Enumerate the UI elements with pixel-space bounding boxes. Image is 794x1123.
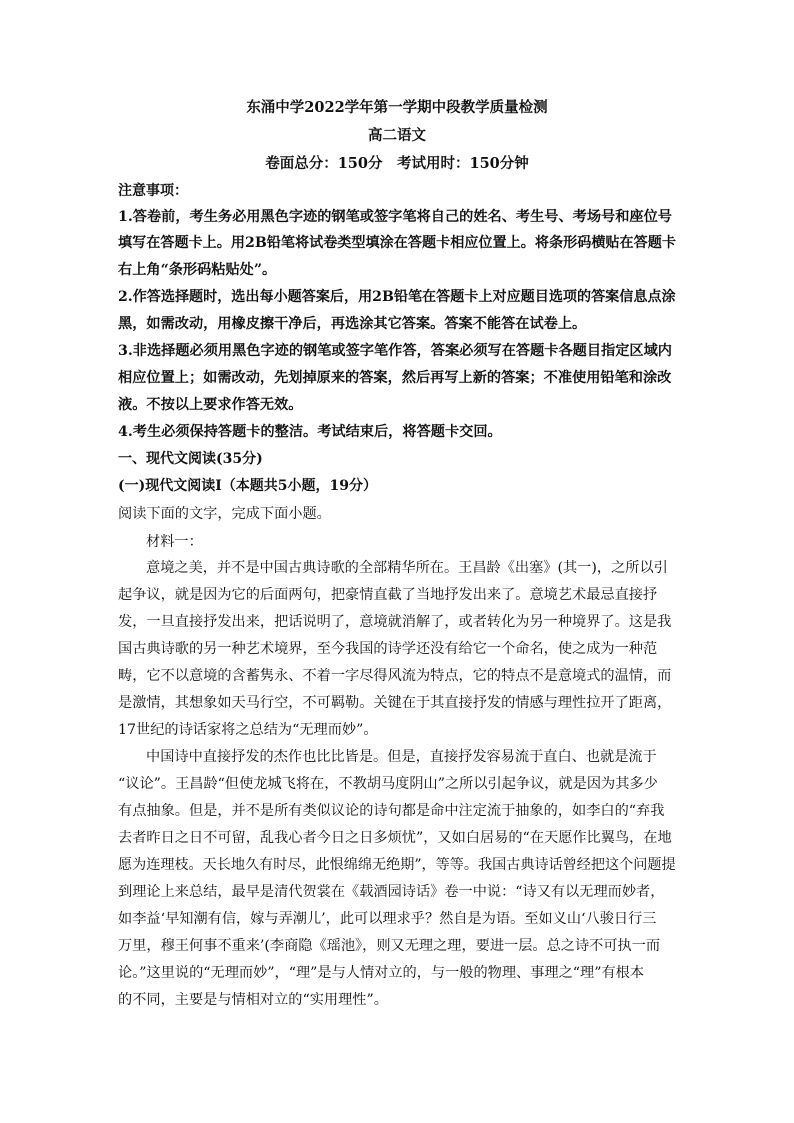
notice-line: 黑，如需改动，用橡皮擦干净后，再选涂其它答案。答案不能答在试卷上。 — [118, 316, 587, 332]
passage-line: 去者昨日之日不可留，乱我心者今日之日多烦忧”，又如白居易的“在天愿作比翼鸟，在地 — [118, 830, 672, 846]
passage-line: 中国诗中直接抒发的杰作也比比皆是。但是，直接抒发容易流于直白、也就是流于 — [146, 749, 657, 765]
notice-line: 4.考生必须保持答题卡的整洁。考试结束后，将答题卡交回。 — [118, 424, 502, 440]
subject-title: 高二语文 — [368, 127, 426, 144]
notice-line: 相应位置上；如需改动，先划掉原来的答案，然后再写上新的答案；不准使用铅笔和涂改 — [118, 370, 672, 386]
section-subtitle: (一)现代文阅读Ⅰ（本题共5小题，19分） — [118, 478, 378, 494]
passage-line: 国古典诗歌的另一种艺术境界，至今我国的诗学还没有给它一个命名，使之成为一种范 — [118, 641, 658, 657]
passage-line: 17世纪的诗话家将之总结为“无理而妙”。 — [118, 722, 378, 738]
notice-line: 1.答卷前，考生务必用黑色字迹的钢笔或签字笔将自己的姓名、考生号、考场号和座位号 — [118, 209, 672, 225]
passage-line: 的不同，主要是与情相对立的“实用理性”。 — [118, 992, 388, 1008]
notice-line: 3.非选择题必须用黑色字迹的钢笔或签字笔作答，答案必须写在答题卡各题目指定区域内 — [118, 343, 672, 359]
passage-line: 起争议，就是因为它的后面两句，把豪情直截了当地抒发出来了。意境艺术最忌直接抒 — [118, 587, 658, 603]
passage-line: 到理论上来总结，最早是清代贺裳在《载酒园诗话》卷一中说：“诗又有以无理而妙者， — [118, 884, 665, 900]
passage-line: 万里，穆王何事不重来’(李商隐《瑶池》，则又无理之理，要进一层。总之诗不可执一而 — [118, 938, 661, 954]
passage-line: 畴，它不以意境的含蓄隽永、不着一字尽得风流为特点，它的特点不是意境式的温情，而 — [118, 668, 672, 684]
passage-line: 有点抽象。但是，并不是所有类似议论的诗句都是命中注定流于抽象的，如李白的“弃我 — [118, 803, 665, 819]
exam-title: 东涌中学2022学年第一学期中段教学质量检测 — [246, 99, 548, 116]
notice-line: 填写在答题卡上。用2B铅笔将试卷类型填涂在答题卡相应位置上。将条形码横贴在答题卡 — [118, 235, 676, 251]
instruction-text: 阅读下面的文字，完成下面小题。 — [118, 506, 331, 522]
notice-line: 液。不按以上要求作答无效。 — [118, 397, 303, 413]
notice-heading: 注意事项： — [118, 183, 188, 199]
passage-line: “议论”。王昌龄“但使龙城飞将在，不教胡马度阴山”之所以引起争议，就是因为其多少 — [118, 776, 658, 792]
score-time-line: 卷面总分：150分 考试用时：150分钟 — [265, 155, 529, 172]
passage-line: 愿为连理枝。天长地久有时尽，此恨绵绵无绝期”，等等。我国古典诗话曾经把这个问题提 — [118, 857, 676, 873]
passage-line: 是激情，其想象如天马行空，不可羁勒。关键在于其直接抒发的情感与理性拉开了距离， — [118, 695, 672, 711]
passage-line: 意境之美，并不是中国古典诗歌的全部精华所在。王昌龄《出塞》(其一)，之所以引 — [146, 560, 668, 576]
section-title: 一、现代文阅读(35分) — [118, 451, 263, 467]
material-label: 材料一： — [146, 534, 203, 550]
passage-line: 发，一旦直接抒发出来，把话说明了，意境就消解了，或者转化为另一种境界了。这是我 — [118, 614, 672, 630]
notice-line: 右上角“条形码粘贴处”。 — [118, 262, 277, 278]
passage-line: 如李益‘早知潮有信，嫁与弄潮儿’，此可以理求乎？然自是为语。至如义山‘八骏日行三 — [118, 911, 657, 927]
passage-line: 论。”这里说的“无理而妙”，“理”是与人情对立的，与一般的物理、事理之“理”有根本 — [118, 965, 645, 981]
notice-line: 2.作答选择题时，选出每小题答案后，用2B铅笔在答题卡上对应题目选项的答案信息点涂 — [118, 289, 676, 305]
